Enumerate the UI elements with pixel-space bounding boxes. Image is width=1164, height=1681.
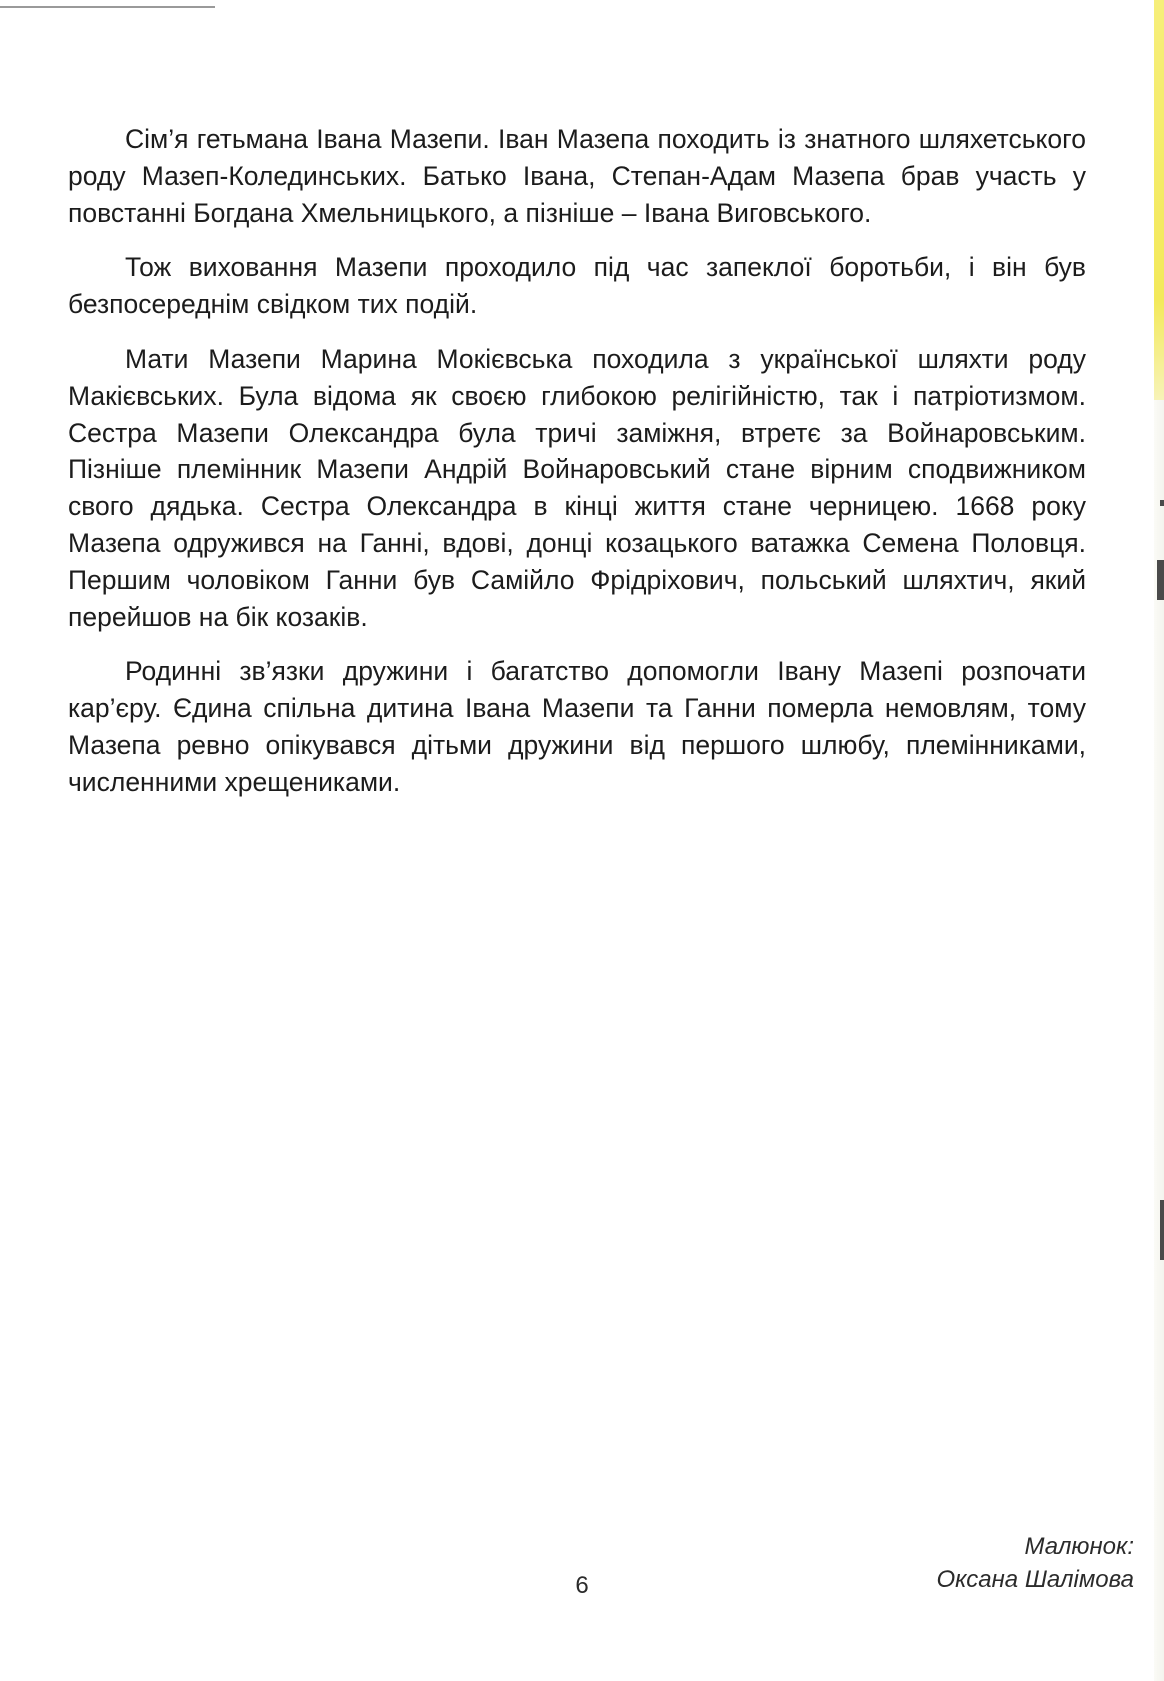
illustration-credit-author: Оксана Шалімова	[936, 1566, 1134, 1593]
paragraph-upbringing: Тож виховання Мазепи проходило під час запеклої боротьби, і він був безпосереднім свідком тих подій.	[68, 252, 1086, 320]
page-edge-yellow-band	[1154, 0, 1164, 400]
page-edge-mark	[1157, 560, 1164, 600]
paragraph-career: Родинні зв’язки дружини і багатство допомогли Івану Мазепі розпочати кар’єру. Єдина спільна дитина Івана Мазепи та Ганни померла немовлям, тому Мазепа ревно опікувався дітьми дружини від першого шлюбу, племінниками, численними хрещениками.	[68, 656, 1086, 797]
illustration-credit-label: Малюнок:	[1024, 1533, 1134, 1560]
paragraph-family: Сім’я гетьмана Івана Мазепи. Іван Мазепа походить із знатного шляхетського роду Мазеп-Колединських. Батько Івана, Степан-Адам Мазепа брав участь у повстанні Богдана Хмельницького, а пізніше – Івана Виговського.	[68, 124, 1086, 228]
page-edge-mark	[1160, 1200, 1164, 1260]
top-divider-line	[0, 6, 215, 8]
page-number: 6	[575, 1572, 589, 1599]
paragraph-mother-sister: Мати Мазепи Марина Мокієвська походила з української шляхти роду Макієвських. Була відома як своєю глибокою релігійністю, так і патріотизмом. Сестра Мазепи Олександра була тричі заміжня, втретє за Войнаровським. Пізніше племінник Мазепи Андрій Войнаровський стане вірним сподвижником свого дядька. Сестра Олександра в кінці життя стане черницею. 1668 року Мазепа одружився на Ганні, вдові, донці козацького ватажка Семена Половця. Першим чоловіком Ганни був Самійло Фрідріхович, польський шляхтич, який перейшов на бік козаків.	[68, 343, 1086, 632]
page-edge-mark	[1160, 500, 1164, 506]
article-body	[68, 121, 1086, 819]
